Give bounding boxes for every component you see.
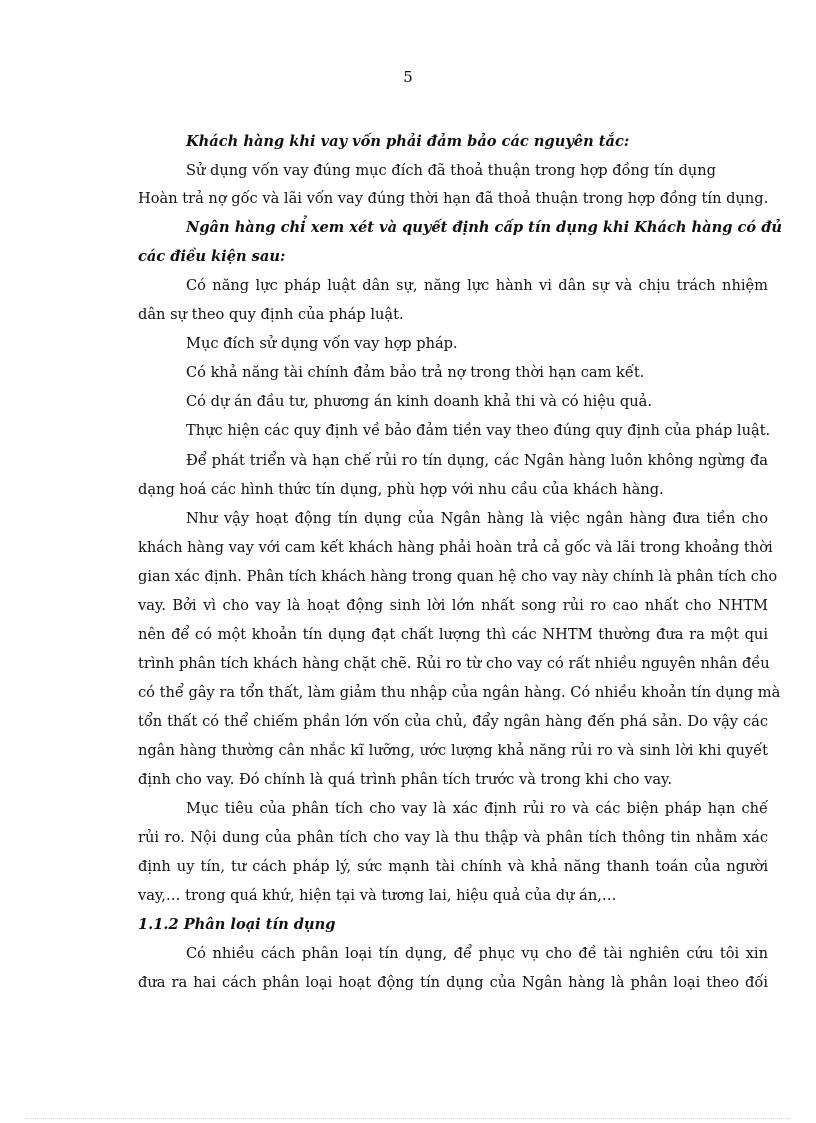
text-line: đưa ra hai cách phân loại hoạt động tín dụng của Ngân hàng là phân loại theo đối (138, 974, 768, 991)
text-line: Thực hiện các quy định về bảo đảm tiền vay theo đúng quy định của pháp luật. (186, 422, 771, 439)
text-line: vay,… trong quá khứ, hiện tại và tương lai, hiệu quả của dự án,… (138, 887, 617, 904)
text-line: Có dự án đầu tư, phương án kinh doanh khả thi và có hiệu quả. (186, 393, 652, 410)
text-line: định uy tín, tư cách pháp lý, sức mạnh tài chính và khả năng thanh toán của người (138, 858, 768, 875)
text-line: Để phát triển và hạn chế rủi ro tín dụng, các Ngân hàng luôn không ngừng đa (186, 452, 768, 469)
page-number: 5 (403, 68, 413, 86)
text-line: Có năng lực pháp luật dân sự, năng lực hành vi dân sự và chịu trách nhiệm (186, 277, 768, 294)
text-line: Mục đích sử dụng vốn vay hợp pháp. (186, 335, 458, 352)
text-line: Có khả năng tài chính đảm bảo trả nợ trong thời hạn cam kết. (186, 364, 645, 381)
text-line: rủi ro. Nội dung của phân tích cho vay là thu thập và phân tích thông tin nhằm xác (138, 829, 768, 846)
heading-conditions: Ngân hàng chỉ xem xét và quyết định cấp tín dụng khi Khách hàng có đủ (186, 219, 783, 236)
text-line: gian xác định. Phân tích khách hàng trong quan hệ cho vay này chính là phân tích cho (138, 568, 778, 585)
heading-conditions-cont: các điều kiện sau: (138, 248, 286, 265)
text-line: có thể gây ra tổn thất, làm giảm thu nhập của ngân hàng. Có nhiều khoản tín dụng mà (138, 684, 781, 701)
text-line: Mục tiêu của phân tích cho vay là xác định rủi ro và các biện pháp hạn chế (186, 800, 768, 817)
section-heading: 1.1.2 Phân loại tín dụng (138, 916, 336, 933)
text-line: khách hàng vay với cam kết khách hàng phải hoàn trả cả gốc và lãi trong khoảng thời (138, 539, 773, 556)
text-line: vay. Bởi vì cho vay là hoạt động sinh lời lớn nhất song rủi ro cao nhất cho NHTM (138, 597, 768, 614)
text-line: ngân hàng thường cân nhắc kĩ lưỡng, ước lượng khả năng rủi ro và sinh lời khi quyết (138, 742, 768, 759)
text-line: nên để có một khoản tín dụng đạt chất lượng thì các NHTM thường đưa ra một qui (138, 626, 768, 643)
text-line: Hoàn trả nợ gốc và lãi vốn vay đúng thời hạn đã thoả thuận trong hợp đồng tín dụng. (138, 190, 769, 207)
page-bottom-border (26, 1118, 790, 1119)
text-line: Sử dụng vốn vay đúng mục đích đã thoả thuận trong hợp đồng tín dụng (186, 162, 716, 179)
text-line: dân sự theo quy định của pháp luật. (138, 306, 404, 323)
text-line: Có nhiều cách phân loại tín dụng, để phục vụ cho đề tài nghiên cứu tôi xin (186, 945, 768, 962)
text-line: dạng hoá các hình thức tín dụng, phù hợp với nhu cầu của khách hàng. (138, 481, 664, 498)
text-line: định cho vay. Đó chính là quá trình phân tích trước và trong khi cho vay. (138, 771, 672, 788)
text-line: Như vậy hoạt động tín dụng của Ngân hàng là việc ngân hàng đưa tiền cho (186, 510, 768, 527)
heading-principles: Khách hàng khi vay vốn phải đảm bảo các nguyên tắc: (186, 133, 630, 150)
text-line: trình phân tích khách hàng chặt chẽ. Rủi ro từ cho vay có rất nhiều nguyên nhân đều (138, 655, 770, 672)
text-line: tổn thất có thể chiếm phần lớn vốn của chủ, đẩy ngân hàng đến phá sản. Do vậy các (138, 713, 768, 730)
